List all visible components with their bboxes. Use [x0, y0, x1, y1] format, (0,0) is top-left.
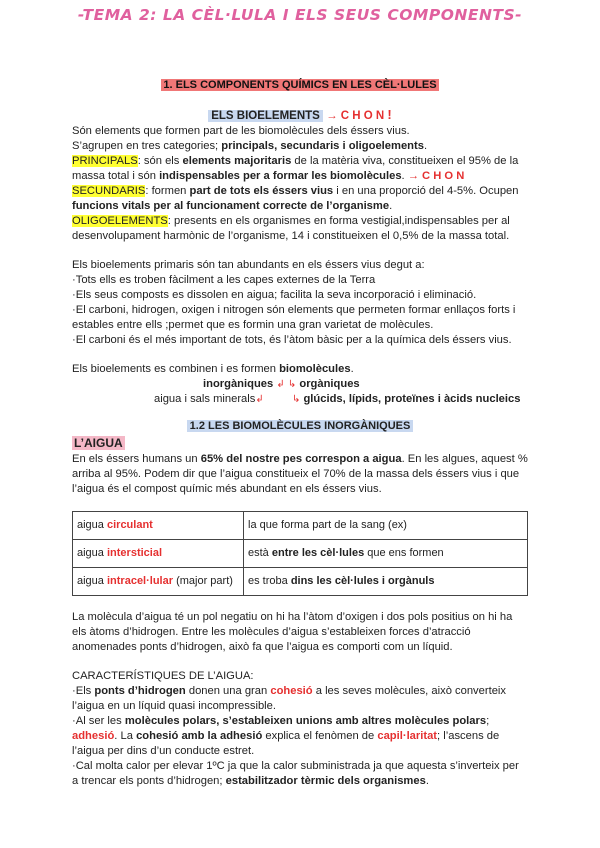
table-cell: aigua intracel·lular (major part) [73, 568, 244, 596]
aigua-paragraph: En els éssers humans un 65% del nostre pes correspon a aigua. En les algues, aquest % arriba al 95%. Podem dir que l’aigua constitueix el 70% de la massa dels éssers vius i que l’aigua és el compost químic més abundant en els éssers vius. [72, 453, 528, 495]
biomolecule-branch [72, 377, 528, 392]
bioelements-title: ELS BIOELEMENTS [208, 110, 323, 122]
primaris-item: ·El carboni, hidrogen, oxigen i nitrogen són elements que permeten formar enllaços forts i estables entre ells ;permet que es formin una gran varietat de molècules. [72, 304, 516, 331]
aigua-heading-wrap [72, 436, 528, 452]
branch-right-arrow-icon: ↳ [291, 394, 301, 405]
bioelements-heading [72, 107, 528, 124]
primaris-item: ·El carboni és el més important de tots, és l’àtom bàsic per a la química dels éssers vius. [72, 334, 512, 346]
table-cell: està entre les cèl·lules que ens formen [244, 540, 528, 568]
characteristic-item: ·Al ser les molècules polars, s’estableixen unions amb altres molècules polars; adhesió. La cohesió amb la adhesió explica el fenòmen de capil·laritat; l’ascens de l’aigua per dins d’un conducte estret. [72, 715, 500, 757]
characteristics-heading: CARACTERÍSTIQUES DE L’AIGUA: [72, 670, 254, 682]
biomolecule-examples [72, 392, 528, 407]
table-cell: la que forma part de la sang (ex) [244, 512, 528, 540]
section-1-2-heading-wrap [72, 419, 528, 434]
arrow-icon: → [326, 110, 338, 122]
section-heading [72, 78, 528, 93]
document-body [72, 30, 528, 789]
intro-line-2: S’agrupen en tres categories; principals, secundaris i oligoelements. [72, 140, 428, 152]
branch-right-arrow-icon: ↳ [287, 379, 297, 390]
intro-line-1: Són elements que formen part de les biomolècules dels éssers vius. [72, 125, 410, 137]
oligo-label: OLIGOELEMENTS [72, 215, 168, 227]
characteristic-item: ·Els ponts d’hidrogen donen una gran cohesió a les seves molècules, això converteix l’aigua en un líquid quasi incompressible. [72, 685, 507, 712]
table-row [73, 512, 528, 540]
table-cell: aigua intersticial [73, 540, 244, 568]
principals-label: PRINCIPALS [72, 155, 138, 167]
table-row [73, 568, 528, 596]
secundaris-paragraph: SECUNDARIS: formen part de tots els éssers vius i en una proporció del 4-5%. Ocupen funcions vitals per al funcionament correcte de l’organisme. [72, 185, 519, 212]
secundaris-label: SECUNDARIS [72, 185, 146, 197]
water-types-table [72, 511, 528, 596]
inorganiques-label: inorgàniques [203, 378, 274, 390]
table-cell: es troba dins les cèl·lules i orgànuls [244, 568, 528, 596]
inorg-examples: aigua i sals minerals [154, 393, 256, 405]
page-title: -TEMA 2: LA CÈL·LULA I ELS SEUS COMPONENTS- [77, 6, 523, 24]
chon-label: C H O N [340, 110, 385, 122]
primaris-intro: Els bioelements primaris són tan abundants en els éssers vius degut a: [72, 259, 425, 271]
section-1-heading: 1. ELS COMPONENTS QUÍMICS EN LES CÈL·LULES [163, 79, 437, 91]
branch-left-arrow-icon: ↲ [255, 394, 264, 405]
org-examples: glúcids, lípids, proteïnes i àcids nucleics [303, 393, 521, 405]
table-row [73, 540, 528, 568]
organiques-label: orgàniques [299, 378, 360, 390]
primaris-item: ·Tots ells es troben fàcilment a les capes externes de la Terra [72, 274, 376, 286]
table-cell: aigua circulant [73, 512, 244, 540]
molecule-paragraph: La molècula d’aigua té un pol negatiu on hi ha l’àtom d’oxigen i dos pols positius on hi ha els àtoms d’hidrogen. Entre les molècules d’aigua s’estableixen forces d’atracció anomenades ponts d’hidrogen, això fa que l’aigua es comporti com un líquid. [72, 611, 513, 653]
exclaim-icon: ! [387, 107, 392, 122]
branch-left-arrow-icon: ↲ [276, 379, 285, 390]
aigua-heading: L’AIGUA [74, 436, 123, 450]
primaris-item: ·Els seus composts es dissolen en aigua; facilita la seva incorporació i eliminació. [72, 289, 477, 301]
characteristic-item: ·Cal molta calor per elevar 1ºC ja que la calor subministrada ja que aquesta s’inverteix per a trencar els ponts d’hidrogen; estabilitzador tèrmic dels organismes. [72, 760, 519, 787]
combine-line: Els bioelements es combinen i es formen biomolècules. [72, 363, 354, 375]
principals-paragraph: PRINCIPALS: són els elements majoritaris de la matèria viva, constitueixen el 95% de la massa total i són indispensables per a formar les biomolècules. → C H O N [72, 155, 519, 182]
section-1-2-heading: 1.2 LES BIOMOLÈCULES INORGÀNIQUES [187, 420, 414, 432]
oligo-paragraph: OLIGOELEMENTS: presents en els organismes en forma vestigial,indispensables per al desenvolupament harmònic de l’organisme, 14 i constitueixen el 0,5% de la massa total. [72, 215, 510, 242]
